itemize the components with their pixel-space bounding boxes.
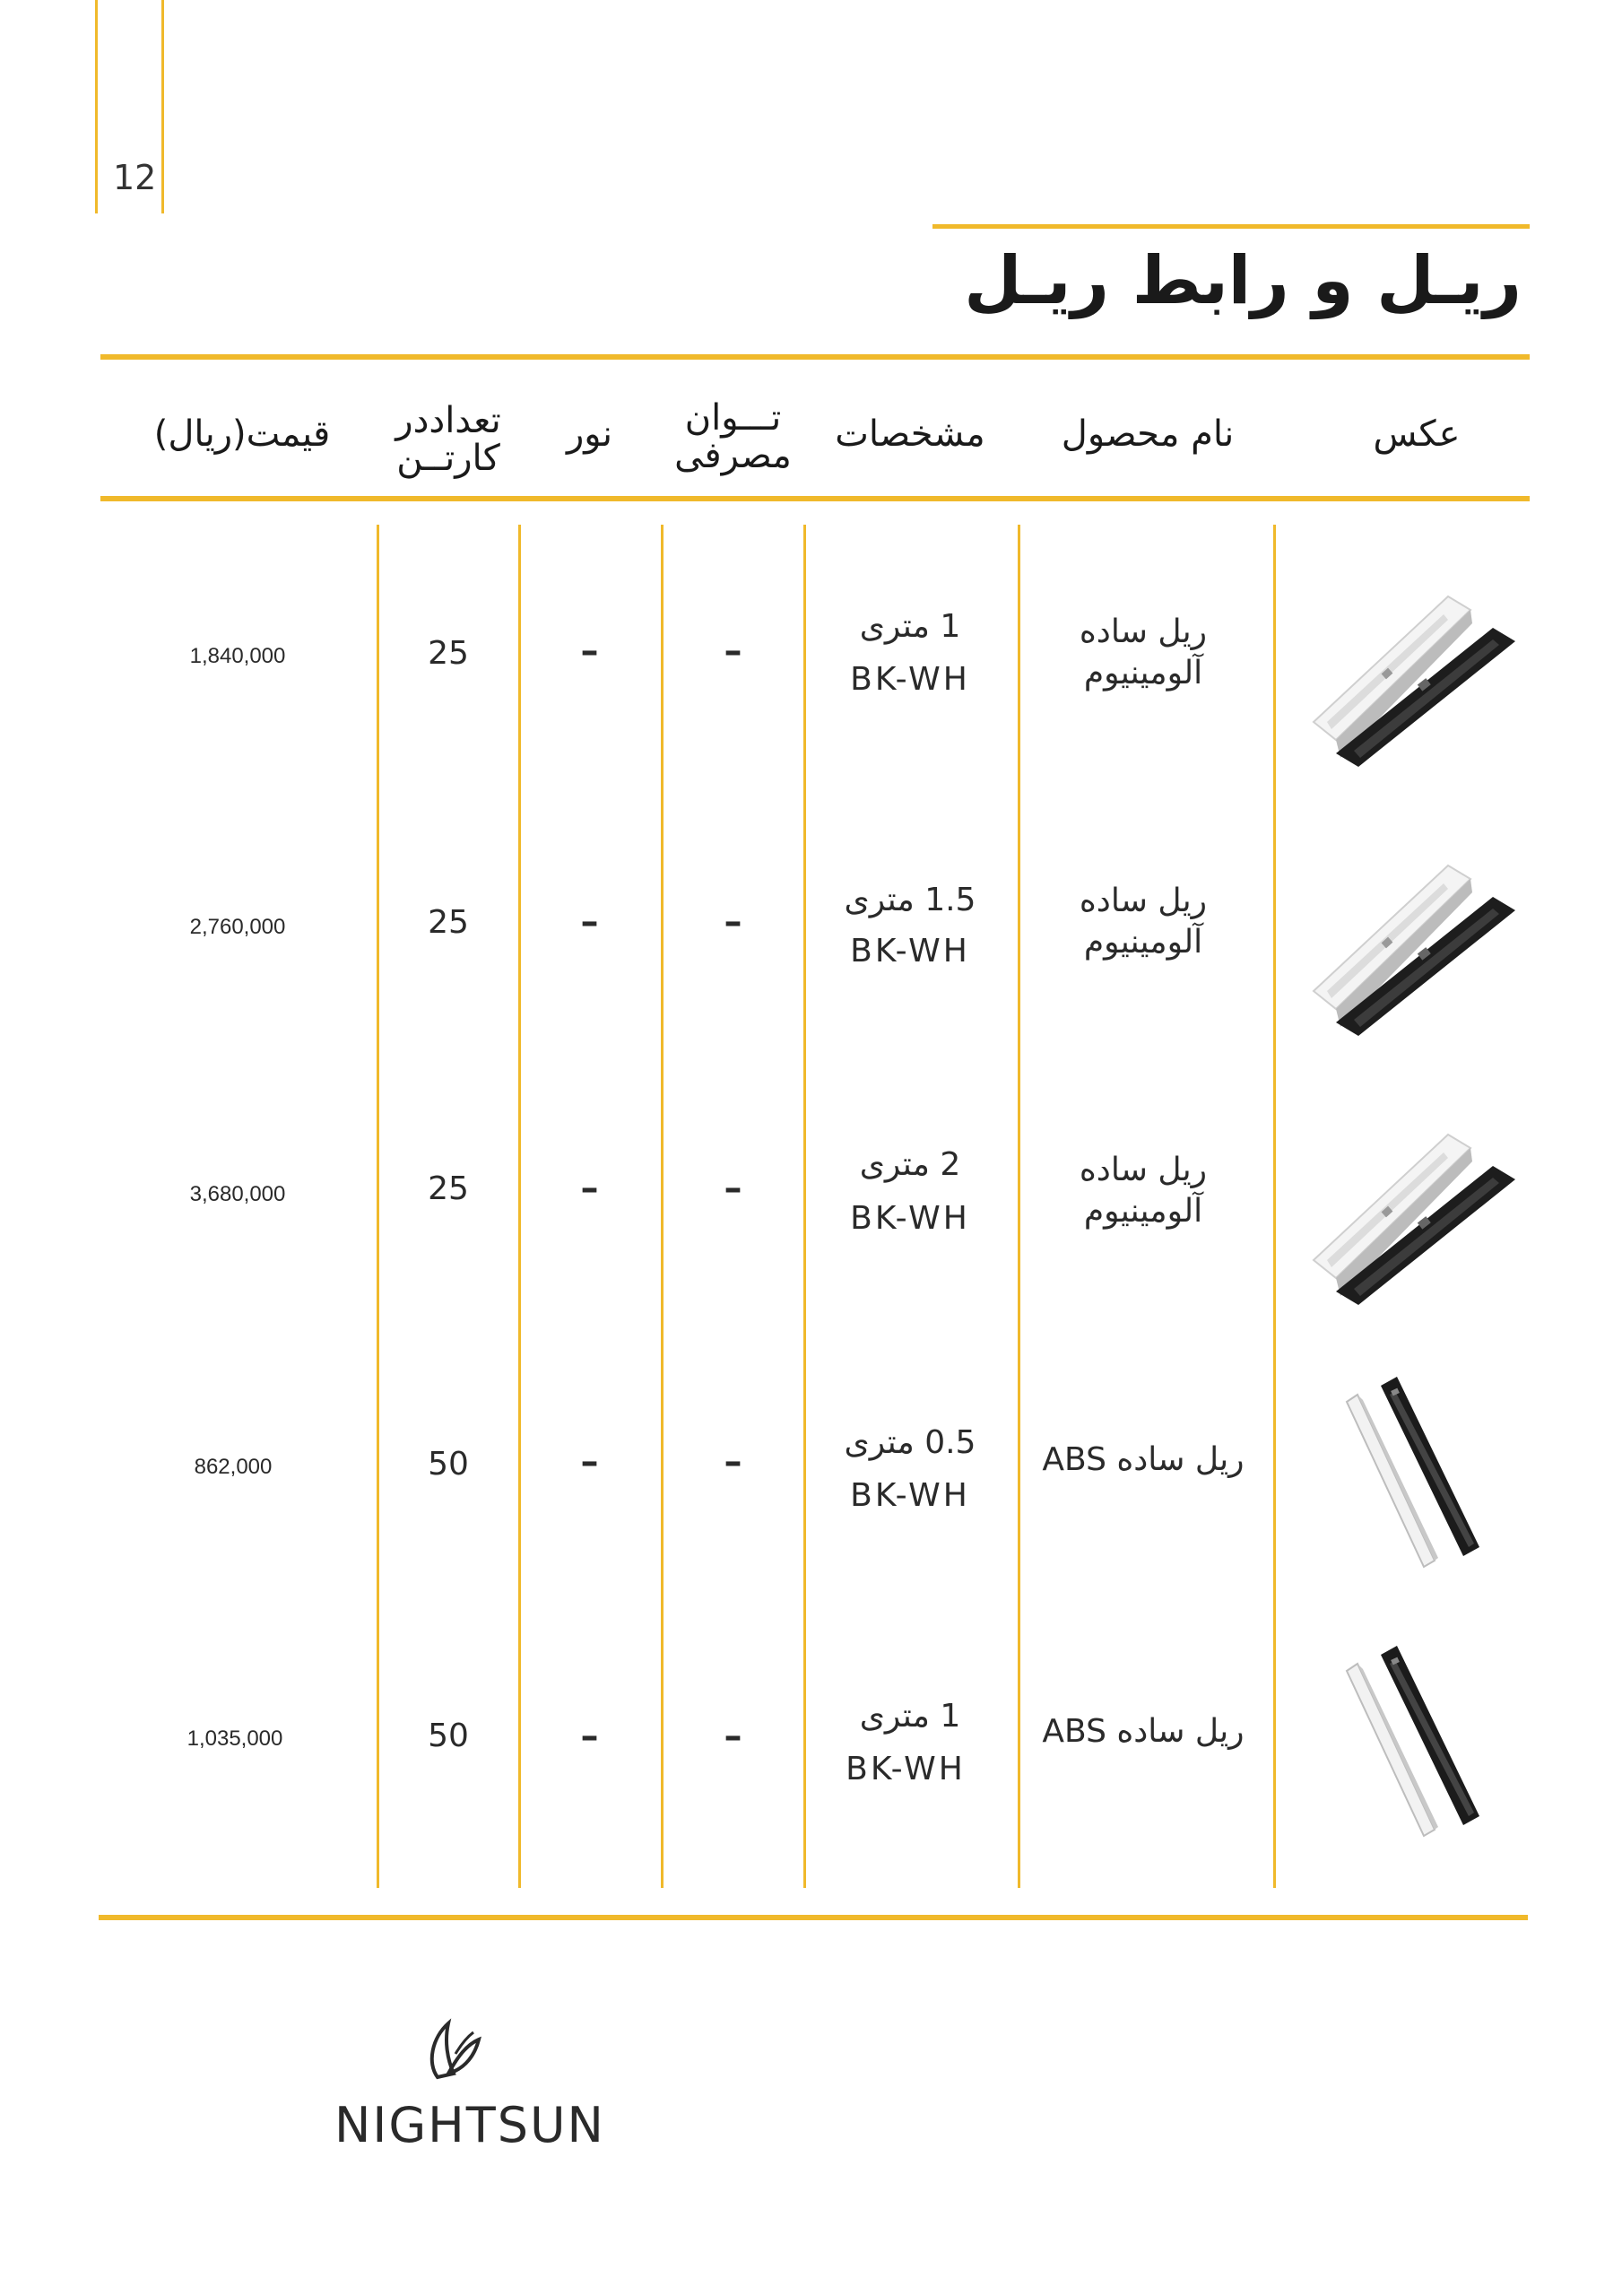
product-name-line1: ریل ساده: [1079, 1152, 1208, 1188]
header-power-line1: تـــوان: [684, 397, 782, 439]
product-name-line1: ریل ساده: [1079, 613, 1208, 650]
aluminum-track-rail-icon: [1300, 857, 1520, 1036]
product-name: [1022, 881, 1264, 963]
light-value: –: [580, 1168, 599, 1209]
product-name: [1022, 1150, 1264, 1232]
quantity-value: 50: [428, 1718, 469, 1754]
product-name-line1: ریل ساده ABS: [1042, 1441, 1245, 1478]
spec-color: BK-WH: [850, 1477, 970, 1514]
spec-color: BK-WH: [850, 1200, 970, 1237]
spec-color: BK-WH: [850, 661, 970, 698]
quantity-value: 25: [428, 1170, 469, 1207]
margin-line-left: [95, 0, 98, 213]
price-value: 2,760,000: [189, 915, 286, 939]
header-light: نور: [566, 413, 613, 455]
power-value: –: [724, 1441, 742, 1483]
header-photo: عکس: [1373, 413, 1461, 455]
nightsun-leaf-logo-icon: [421, 2018, 484, 2083]
header-quantity: [377, 402, 520, 477]
spec-length: 0.5 متری: [844, 1424, 976, 1461]
power-value: –: [724, 1168, 742, 1209]
power-value: –: [724, 901, 742, 943]
quantity-value: 50: [428, 1446, 469, 1483]
light-value: –: [580, 631, 599, 672]
price-value: 1,840,000: [189, 644, 286, 668]
quantity-value: 25: [428, 635, 469, 672]
header-price: قیمت(ریال): [153, 413, 331, 455]
page-title: ریـل و رابط ریـل: [964, 242, 1522, 319]
header-power-line2: مصرفی: [674, 435, 792, 476]
spec-length: 1 متری: [859, 1698, 961, 1735]
price-value: 1,035,000: [186, 1726, 283, 1751]
brand-name: NIGHTSUN: [334, 2097, 605, 2153]
price-value: 3,680,000: [189, 1182, 286, 1206]
quantity-value: 25: [428, 904, 469, 941]
abs-track-rail-icon: [1327, 1368, 1506, 1574]
product-name-line1: ریل ساده ABS: [1042, 1713, 1245, 1750]
spec-color: BK-WH: [850, 933, 970, 970]
aluminum-track-rail-icon: [1300, 587, 1520, 767]
header-rule-bottom: [100, 496, 1530, 501]
product-name: [1022, 1711, 1264, 1752]
spec-length: 2 متری: [859, 1146, 961, 1183]
header-specs: مشخصات: [835, 413, 985, 455]
product-name: [1022, 1439, 1264, 1481]
page-number: 12: [113, 158, 157, 197]
abs-track-rail-icon: [1327, 1637, 1506, 1843]
column-separator: [803, 525, 806, 1888]
column-separator: [1018, 525, 1020, 1888]
light-value: –: [580, 1441, 599, 1483]
light-value: –: [580, 901, 599, 943]
product-name-line2: آلومینیوم: [1083, 655, 1203, 691]
column-separator: [1273, 525, 1276, 1888]
product-name-line1: ریل ساده: [1079, 883, 1208, 919]
margin-line-right: [161, 0, 164, 213]
power-value: –: [724, 1716, 742, 1757]
price-value: 862,000: [194, 1455, 273, 1479]
product-name-line2: آلومینیوم: [1083, 924, 1203, 961]
product-name: [1022, 612, 1264, 694]
header-quantity-line2: کارتــن: [396, 438, 500, 479]
spec-color: BK-WH: [846, 1751, 966, 1787]
power-value: –: [724, 631, 742, 672]
spec-length: 1 متری: [859, 608, 961, 645]
light-value: –: [580, 1716, 599, 1757]
product-name-line2: آلومینیوم: [1083, 1193, 1203, 1230]
header-rule-top: [100, 354, 1530, 360]
spec-length: 1.5 متری: [844, 882, 976, 918]
header-power: [664, 399, 802, 474]
aluminum-track-rail-icon: [1300, 1126, 1520, 1305]
table-rule-bottom: [99, 1915, 1528, 1920]
header-product-name: نام محصول: [1061, 413, 1235, 455]
title-rule-top: [932, 224, 1530, 229]
header-quantity-line1: تعداددر: [395, 400, 501, 441]
